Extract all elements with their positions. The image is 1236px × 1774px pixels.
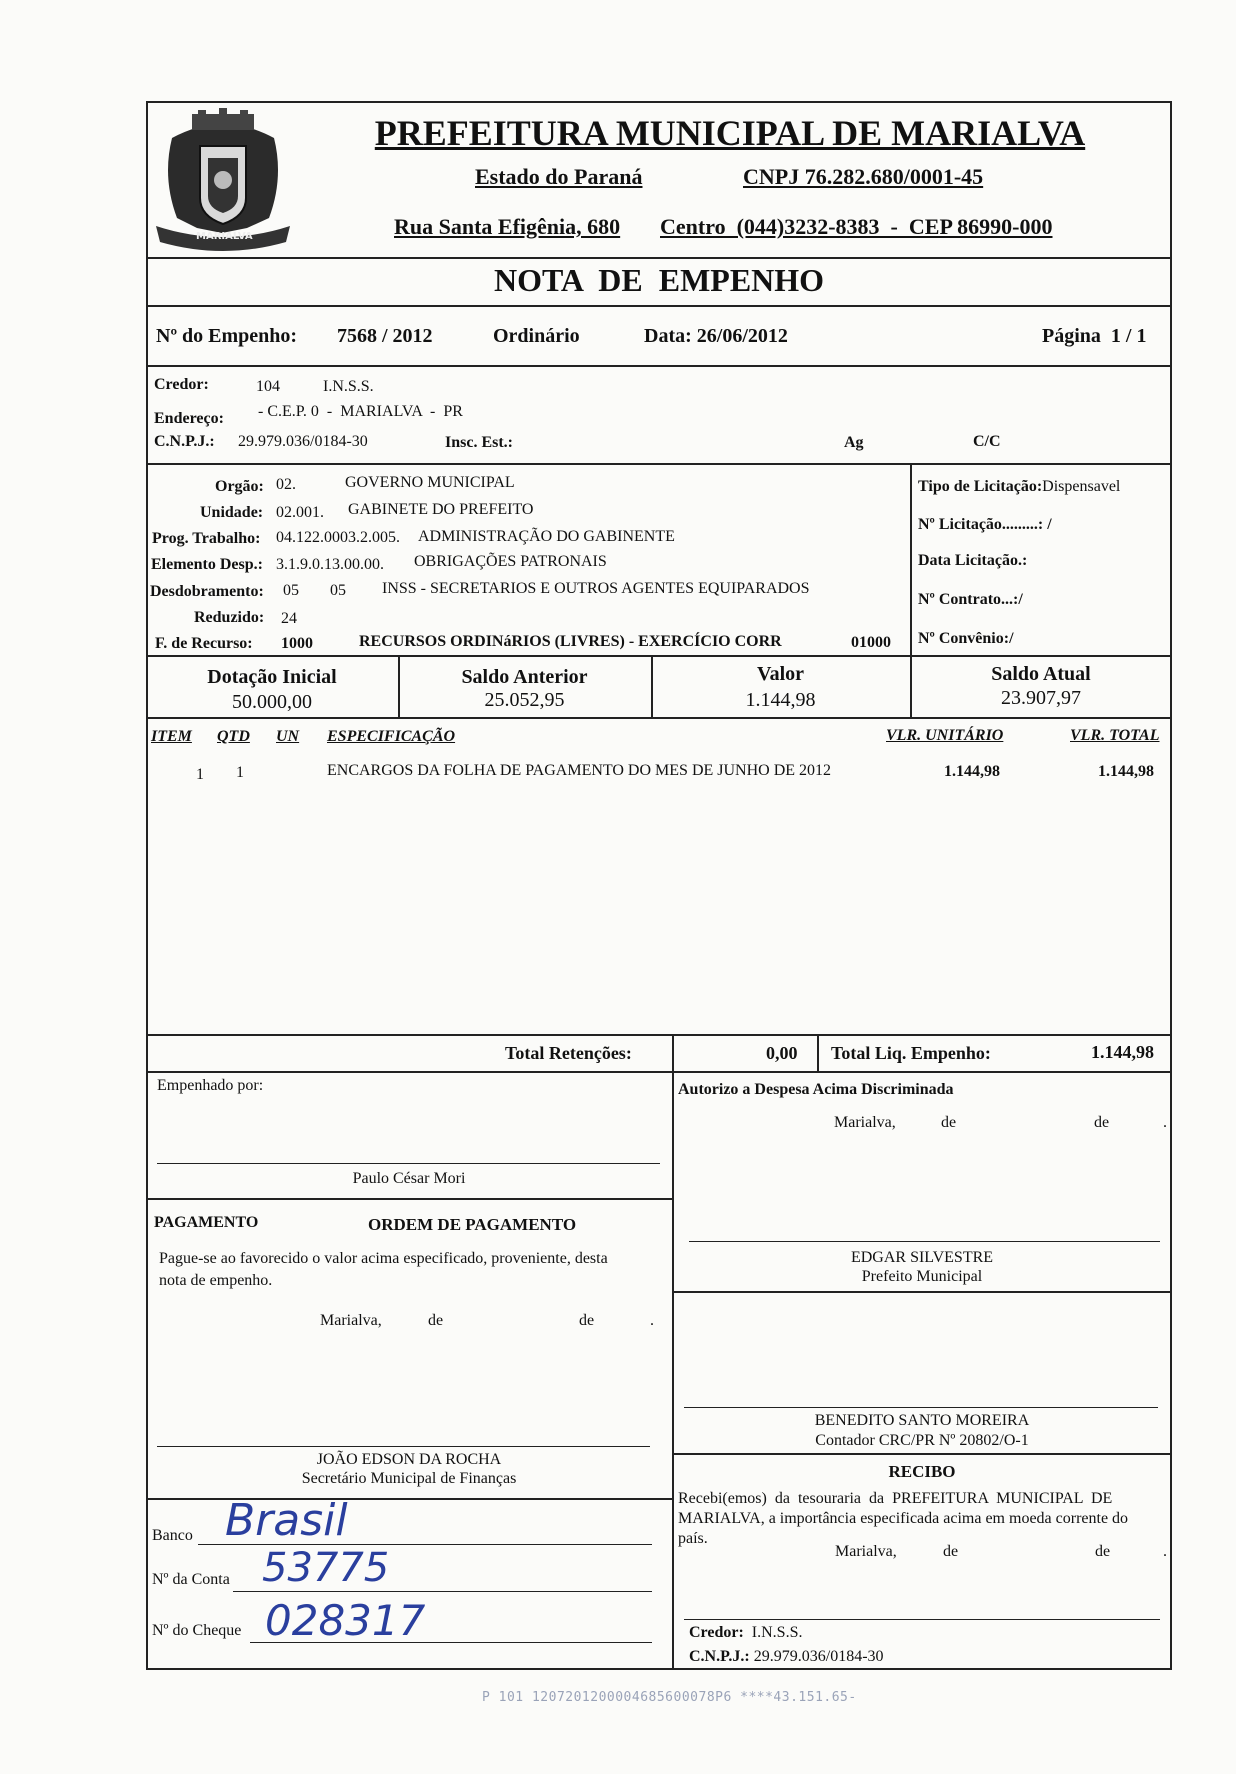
prefeito-signer: EDGAR SILVESTRE <box>850 1249 994 1266</box>
total-liquido-value: 1.144,98 <box>1091 1042 1154 1062</box>
pagamento-text-2: nota de empenho. <box>159 1272 273 1289</box>
row-item: 1 <box>196 766 204 783</box>
autorizo-de-2: de <box>1094 1114 1110 1131</box>
cheque-handwritten: 028317 <box>265 1596 426 1645</box>
document-title: NOTA DE EMPENHO <box>493 262 825 298</box>
row-unit-value: 1.144,98 <box>944 763 1000 780</box>
pagamento-text-1: Pague-se ao favorecido o valor acima especificado, proveniente, desta <box>159 1250 608 1267</box>
empenhado-por-label: Empenhado por: <box>157 1077 264 1094</box>
recibo-cnpj-label: C.N.P.J.: <box>689 1648 750 1665</box>
col-header-total-value: VLR. TOTAL <box>1070 727 1160 744</box>
pagamento-de-2: de <box>579 1312 595 1329</box>
numero-convenio: Nº Convênio:/ <box>918 630 1014 647</box>
pagamento-label: PAGAMENTO <box>154 1214 259 1231</box>
credor-code: 104 <box>256 378 280 395</box>
unidade-code: 02.001. <box>276 504 324 521</box>
cheque-label: Nº do Cheque <box>152 1622 242 1639</box>
row-qtd: 1 <box>236 764 244 781</box>
numero-contrato: Nº Contrato...:/ <box>918 591 1023 608</box>
recibo-cnpj-value: 29.979.036/0184-30 <box>753 1648 884 1665</box>
col-header-unit-value: VLR. UNITÁRIO <box>886 727 1004 744</box>
saldo-anterior-value: 25.052,95 <box>484 689 565 711</box>
desdobramento-b: 05 <box>330 582 346 599</box>
dotacao-inicial-value: 50.000,00 <box>232 691 312 713</box>
autorizo-label: Autorizo a Despesa Acima Discriminada <box>678 1081 954 1098</box>
empenhado-por-name: Paulo César Mori <box>352 1170 466 1187</box>
saldo-anterior-label: Saldo Anterior <box>461 666 588 688</box>
col-header-item: ITEM <box>151 728 192 745</box>
tipo-licitacao-value: Dispensavel <box>1042 478 1121 495</box>
empenho-number: 7568 / 2012 <box>337 325 433 347</box>
autorizo-dot: . <box>1163 1114 1167 1131</box>
cnpj-label: C.N.P.J.: <box>154 433 215 450</box>
orgao-name: GOVERNO MUNICIPAL <box>345 474 515 491</box>
conta-handwritten: 53775 <box>262 1545 390 1591</box>
desdobramento-a: 05 <box>283 582 299 599</box>
prog-trabalho-label: Prog. Trabalho: <box>152 530 261 547</box>
recibo-line-1: Recebi(emos) da tesouraria da PREFEITURA MUNICIPAL DE <box>678 1490 1113 1507</box>
endereco-value: - C.E.P. 0 - MARIALVA - PR <box>258 403 463 420</box>
recurso-number: 01000 <box>851 634 891 651</box>
address-details: Centro (044)3232-8383 - CEP 86990-000 <box>660 214 1053 239</box>
elemento-name: OBRIGAÇÕES PATRONAIS <box>414 553 607 570</box>
financas-signer: JOÃO EDSON DA ROCHA <box>316 1451 502 1468</box>
insc-est-label: Insc. Est.: <box>445 434 514 451</box>
endereco-label: Endereço: <box>154 410 224 427</box>
row-total-value: 1.144,98 <box>1098 763 1154 780</box>
financas-role: Secretário Municipal de Finanças <box>301 1470 517 1487</box>
recibo-title: RECIBO <box>888 1462 956 1481</box>
total-retencoes-value: 0,00 <box>766 1043 798 1063</box>
elemento-label: Elemento Desp.: <box>151 556 263 573</box>
valor-value: 1.144,98 <box>745 689 816 711</box>
prefeito-role: Prefeito Municipal <box>861 1268 983 1285</box>
recurso-code: 1000 <box>281 635 313 652</box>
recibo-cnpj <box>689 1648 884 1666</box>
data-licitacao: Data Licitação.: <box>918 552 1028 569</box>
tipo-licitacao-label: Tipo de Licitação: <box>918 478 1043 495</box>
autorizo-city: Marialva, <box>834 1114 896 1131</box>
row-spec: ENCARGOS DA FOLHA DE PAGAMENTO DO MES DE JUNHO DE 2012 <box>327 762 832 779</box>
orgao-code: 02. <box>276 476 296 493</box>
recibo-credor <box>689 1624 802 1642</box>
tipo-licitacao <box>918 478 1120 496</box>
municipality-title: PREFEITURA MUNICIPAL DE MARIALVA <box>374 113 1086 153</box>
autorizo-de-1: de <box>941 1114 957 1131</box>
ordem-pagamento-label: ORDEM DE PAGAMENTO <box>368 1215 577 1234</box>
desdobramento-label: Desdobramento: <box>150 583 264 600</box>
pagamento-city: Marialva, <box>320 1312 382 1329</box>
saldo-atual-label: Saldo Atual <box>991 663 1091 685</box>
prog-trabalho-code: 04.122.0003.2.005. <box>276 529 400 546</box>
recurso-name: RECURSOS ORDINáRIOS (LIVRES) - EXERCÍCIO CORR <box>359 633 782 650</box>
reduzido-value: 24 <box>281 610 297 627</box>
col-header-qtd: QTD <box>217 728 250 745</box>
desdobramento-name: INSS - SECRETARIOS E OUTROS AGENTES EQUIPARADOS <box>382 580 810 597</box>
col-header-un: UN <box>276 728 300 745</box>
pagamento-dot: . <box>650 1312 654 1329</box>
recibo-city: Marialva, <box>835 1543 897 1560</box>
recibo-credor-label: Credor: <box>689 1624 744 1641</box>
municipal-crest <box>152 108 294 258</box>
recibo-line-2: MARIALVA, a importância especificada acima em moeda corrente do <box>678 1510 1129 1527</box>
address-street: Rua Santa Efigênia, 680 <box>394 214 621 239</box>
credor-label: Credor: <box>154 376 209 393</box>
footer-stamp: P 101 1207201200004685600078P6 ****43.151.65- <box>482 1690 857 1705</box>
recibo-de-1: de <box>943 1543 959 1560</box>
recibo-credor-value: I.N.S.S. <box>751 1624 803 1641</box>
recibo-line-3: país. <box>678 1530 708 1547</box>
numero-licitacao: Nº Licitação.........: / <box>918 516 1052 533</box>
banco-handwritten: Brasil <box>225 1495 348 1546</box>
orgao-label: Orgão: <box>215 478 264 495</box>
unidade-name: GABINETE DO PREFEITO <box>348 501 534 518</box>
dotacao-inicial-label: Dotação Inicial <box>207 666 337 688</box>
elemento-code: 3.1.9.0.13.00.00. <box>276 556 384 573</box>
saldo-atual-value: 23.907,97 <box>1001 687 1081 709</box>
credor-name: I.N.S.S. <box>323 378 374 395</box>
credor-cnpj: 29.979.036/0184-30 <box>238 433 368 450</box>
crest-text: MARIALVA <box>196 231 253 242</box>
agency-label: Ag <box>844 434 864 451</box>
state-name: Estado do Paraná <box>475 164 643 189</box>
recurso-label: F. de Recurso: <box>155 635 253 652</box>
empenho-type: Ordinário <box>493 325 580 347</box>
municipality-cnpj: CNPJ 76.282.680/0001-45 <box>743 164 984 189</box>
reduzido-label: Reduzido: <box>194 609 265 626</box>
empenho-number-label: Nº do Empenho: <box>156 325 298 347</box>
unidade-label: Unidade: <box>200 504 264 521</box>
page-number: Página 1 / 1 <box>1042 325 1147 347</box>
account-label: C/C <box>973 433 1001 450</box>
pagamento-de-1: de <box>428 1312 444 1329</box>
empenho-date: Data: 26/06/2012 <box>644 325 788 347</box>
contador-role: Contador CRC/PR Nº 20802/O-1 <box>815 1432 1029 1449</box>
banco-label: Banco <box>152 1527 193 1544</box>
prog-trabalho-name: ADMINISTRAÇÃO DO GABINENTE <box>418 528 675 545</box>
valor-label: Valor <box>756 663 805 685</box>
recibo-dot: . <box>1163 1543 1167 1560</box>
total-retencoes-label: Total Retenções: <box>505 1043 632 1063</box>
col-header-spec: ESPECIFICAÇÃO <box>327 728 456 745</box>
total-liquido-label: Total Liq. Empenho: <box>831 1043 991 1063</box>
recibo-de-2: de <box>1095 1543 1111 1560</box>
contador-signer: BENEDITO SANTO MOREIRA <box>814 1412 1030 1429</box>
conta-label: Nº da Conta <box>152 1571 230 1588</box>
